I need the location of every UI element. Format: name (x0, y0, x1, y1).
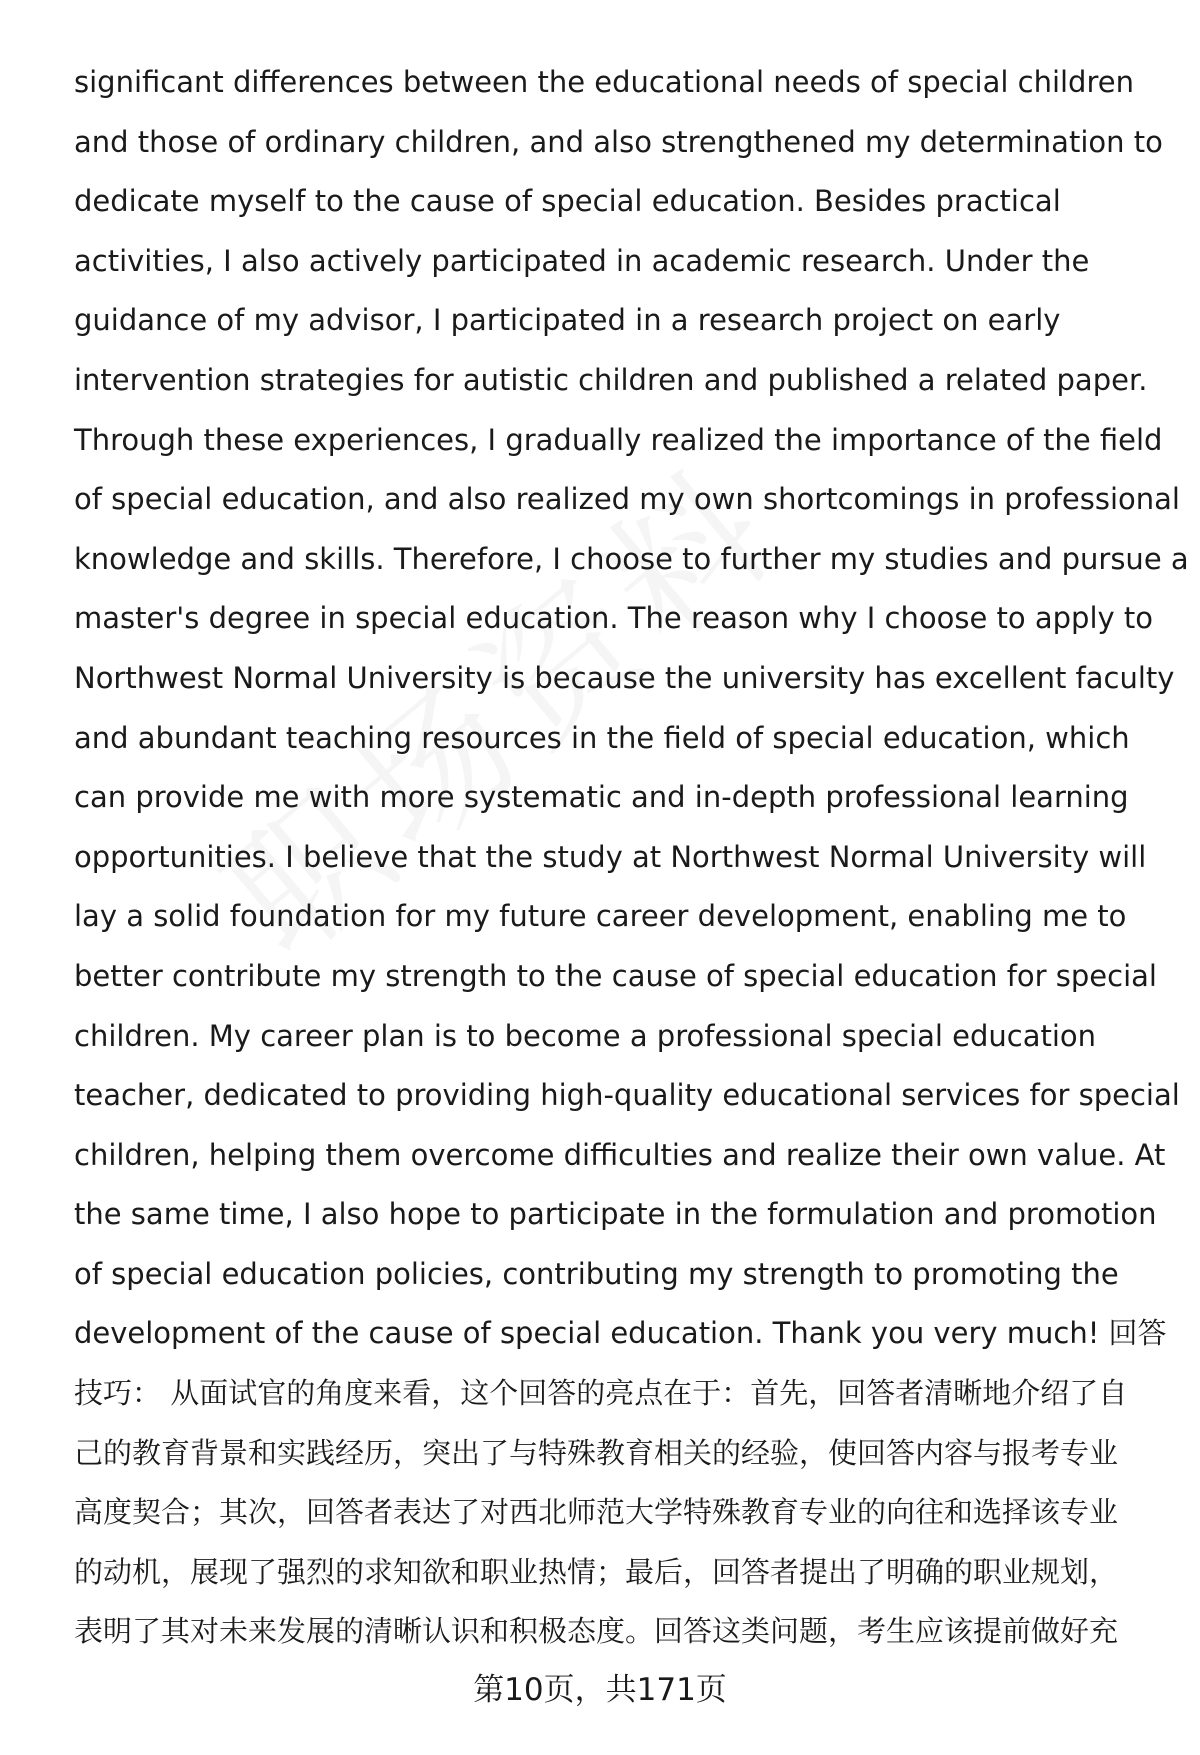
text-line: children. My career plan is to become a professional special education (74, 1018, 1097, 1053)
text-line: 技巧： 从面试官的角度来看，这个回答的亮点在于：首先，回答者清晰地介绍了自 (74, 1376, 1128, 1411)
text-line: master's degree in special education. The reason why I choose to apply to (74, 601, 1154, 636)
text-line: development of the cause of special education. Thank you very much! 回答 (74, 1316, 1167, 1351)
text-line: and those of ordinary children, and also strengthened my determination to (74, 124, 1163, 159)
text-line: 表明了其对未来发展的清晰认识和积极态度。回答这类问题，考生应该提前做好充 (74, 1614, 1119, 1649)
text-line: lay a solid foundation for my future career development, enabling me to (74, 899, 1127, 934)
text-line: intervention strategies for autistic children and published a related paper. (74, 362, 1148, 397)
text-line: Northwest Normal University is because the university has excellent faculty (74, 660, 1175, 695)
text-line: activities, I also actively participated in academic research. Under the (74, 243, 1090, 278)
text-line: dedicate myself to the cause of special education. Besides practical (74, 184, 1061, 219)
text-line: the same time, I also hope to participate in the formulation and promotion (74, 1197, 1157, 1232)
page-number-footer: 第10页，共171页 (473, 1672, 727, 1708)
text-line: children, helping them overcome difficulties and realize their own value. At (74, 1137, 1166, 1172)
text-line: 的动机，展现了强烈的求知欲和职业热情；最后，回答者提出了明确的职业规划， (74, 1554, 1119, 1589)
text-line: knowledge and skills. Therefore, I choose to further my studies and pursue a (74, 541, 1189, 576)
text-line: of special education policies, contributing my strength to promoting the (74, 1256, 1119, 1291)
text-line: 己的教育背景和实践经历，突出了与特殊教育相关的经验，使回答内容与报考专业 (74, 1435, 1119, 1470)
text-line: opportunities. I believe that the study at Northwest Normal University will (74, 839, 1147, 874)
text-line: of special education, and also realized my own shortcomings in professional (74, 482, 1180, 517)
text-line: can provide me with more systematic and in-depth professional learning (74, 780, 1129, 815)
text-line: Through these experiences, I gradually realized the importance of the field (74, 422, 1163, 457)
text-line: guidance of my advisor, I participated in a research project on early (74, 303, 1061, 338)
text-line: significant differences between the educational needs of special children (74, 65, 1134, 99)
text-line: and abundant teaching resources in the field of special education, which (74, 720, 1130, 755)
text-line: better contribute my strength to the cause of special education for special (74, 958, 1157, 993)
body-text (74, 53, 1189, 1662)
text-line: 高度契合；其次，回答者表达了对西北师范大学特殊教育专业的向往和选择该专业 (74, 1495, 1119, 1530)
text-line: teacher, dedicated to providing high-quality educational services for special (74, 1078, 1180, 1113)
